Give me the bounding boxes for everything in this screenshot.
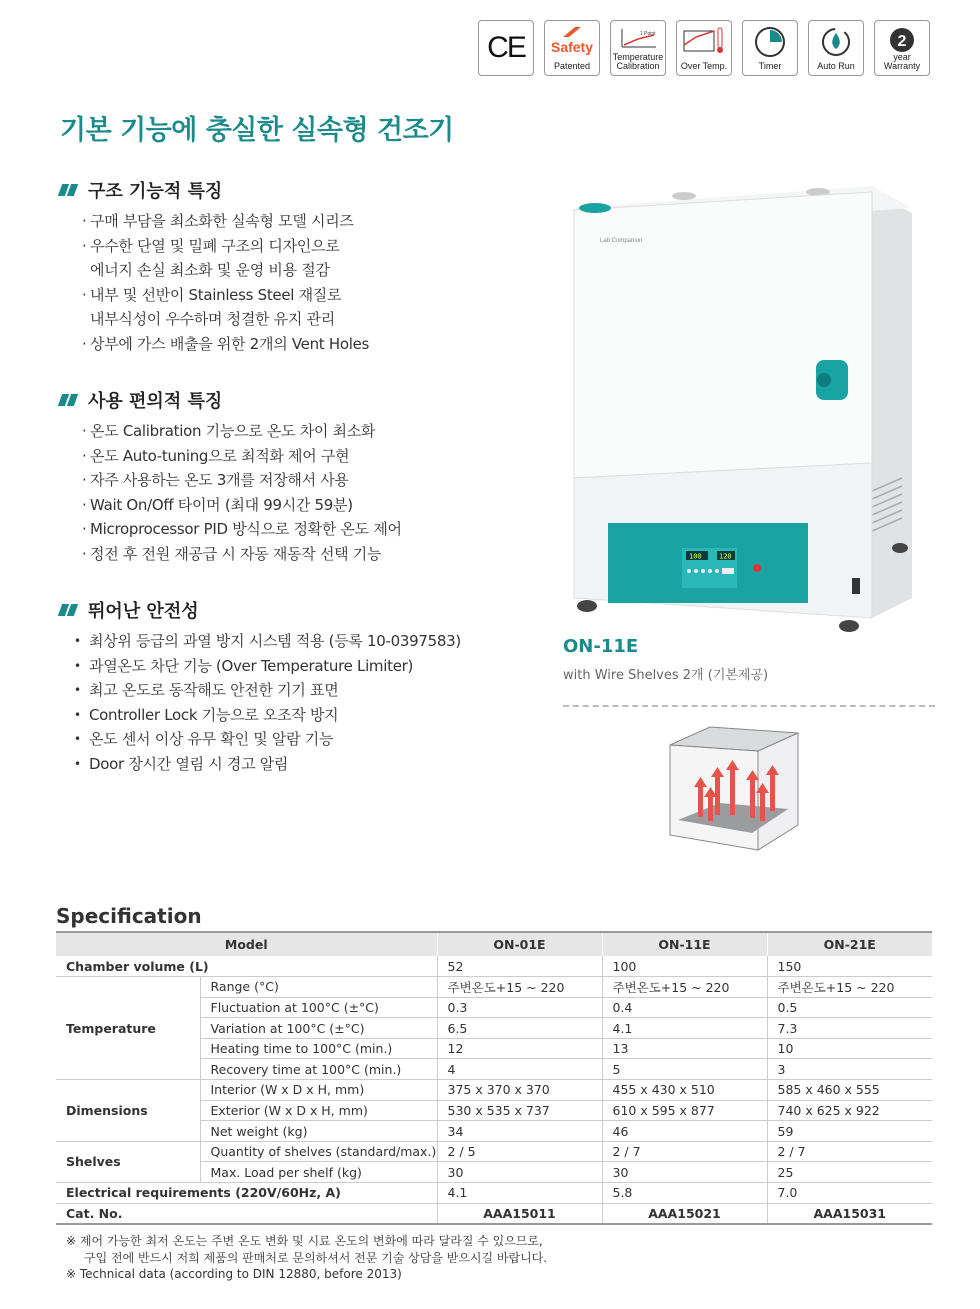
ce-mark-icon: CE [487,31,525,64]
list-item: · 상부에 가스 배출을 위한 2개의 Vent Holes [58,332,369,357]
specification-table [56,931,932,1225]
certification-badges [478,20,930,76]
list-item: • 최상위 등급의 과열 방지 시스템 적용 (등록 10-0397583) [58,629,461,654]
list-item: • 온도 센서 이상 유무 확인 및 알람 기능 [58,727,461,752]
table-row: Shelves Quantity of shelves (standard/max.) 2 / 5 2 / 7 2 / 7 [56,1141,932,1162]
list-item: · 온도 Auto-tuning으로 최적화 제어 구현 [58,444,402,469]
ce-mark-badge [478,20,534,76]
table-row: Max. Load per shelf (kg) 30 30 25 [56,1162,932,1183]
column-header: ON-01E [437,932,602,956]
footnotes [66,1233,547,1283]
table-row: Fluctuation at 100°C (±°C) 0.3 0.4 0.5 [56,997,932,1018]
safety-swoosh-icon [557,25,587,39]
calibration-graph-icon [616,25,660,51]
spec-section-title: Specification [56,904,202,928]
footnote: ※ Technical data (according to DIN 12880, before 2013) [66,1267,402,1281]
list-item: · 온도 Calibration 기능으로 온도 차이 최소화 [58,419,402,444]
page-title: 기본 기능에 충실한 실속형 건조기 [60,115,454,146]
warranty-badge: 2 year Warranty [874,20,930,76]
table-row: Chamber volume (L) 52 100 150 [56,956,932,977]
list-item: · 내부 및 선반이 Stainless Steel 재질로 [58,283,369,308]
drying-oven-image [562,178,932,638]
table-row: Recovery time at 100°C (min.) 4 5 3 [56,1059,932,1080]
safety-patented-badge: Safety Patented [544,20,600,76]
section-bullet-icon [58,393,78,407]
section-heading: 사용 편의적 특징 [88,391,223,412]
timer-icon [753,25,787,59]
table-row: Dimensions Interior (W x D x H, mm) 375 x 370 x 370 455 x 430 x 510 585 x 460 x 555 [56,1080,932,1101]
list-item: · Microprocessor PID 방식으로 정확한 온도 제어 [58,517,402,542]
product-model-name: ON-11E [563,636,639,657]
list-item: • Controller Lock 기능으로 오조작 방지 [58,703,461,728]
table-row: Temperature Range (°C) 주변온도+15 ~ 220 주변온도+15 ~ 220 주변온도+15 ~ 220 [56,977,932,998]
list-item: • 최고 온도로 동작해도 안전한 기기 표면 [58,678,461,703]
list-item: 내부식성이 우수하며 청결한 유지 관리 [90,310,335,329]
structure-features-section [58,177,369,357]
list-item: · 자주 사용하는 온도 3개를 저장해서 사용 [58,468,402,493]
temperature-calibration-badge: 1 Point Temperature Calibration [610,20,666,76]
footnote: ※ 제어 가능한 최저 온도는 주변 온도 변화 및 시료 온도의 변화에 따라 달라질 수 있으므로, [66,1234,543,1248]
list-item: · 정전 후 전원 재공급 시 자동 재동작 선택 기능 [58,542,402,567]
brand-label: Lab Companion [600,238,643,244]
table-row: Heating time to 100°C (min.) 12 13 10 [56,1038,932,1059]
column-header: ON-11E [602,932,767,956]
product-subtitle: with Wire Shelves 2개 (기본제공) [563,668,769,683]
table-row: Cat. No. AAA15011 AAA15021 AAA15031 [56,1203,932,1224]
over-temperature-icon [681,25,727,55]
section-heading: 구조 기능적 특징 [88,181,223,202]
dashed-divider [563,705,935,707]
table-row: Exterior (W x D x H, mm) 530 x 535 x 737 610 x 595 x 877 740 x 625 x 922 [56,1100,932,1121]
list-item: • 과열온도 차단 기능 (Over Temperature Limiter) [58,654,461,679]
auto-run-badge: Auto Run [808,20,864,76]
column-header: Model [56,932,437,956]
safety-features-section [58,597,461,777]
list-item: · 구매 부담을 최소화한 실속형 모델 시리즈 [58,209,369,234]
column-header: ON-21E [767,932,932,956]
list-item: • Door 장시간 열림 시 경고 알림 [58,752,461,777]
display-current-temp: 100 [689,552,702,561]
table-row: Net weight (kg) 34 46 59 [56,1121,932,1142]
convenience-features-section [58,387,402,567]
table-row: Electrical requirements (220V/60Hz, A) 4.1 5.8 7.0 [56,1183,932,1204]
list-item: · 우수한 단열 및 밀폐 구조의 디자인으로 [58,234,369,259]
chamber-airflow-illustration [660,725,805,855]
list-item: 에너지 손실 최소화 및 운영 비용 절감 [90,261,330,280]
auto-run-icon [819,25,853,59]
svg-text:1 Point: 1 Point [640,31,656,37]
warranty-icon [887,25,917,55]
display-set-temp: 120 [719,552,732,561]
table-header-row [56,932,932,956]
section-bullet-icon [58,183,78,197]
timer-badge: Timer [742,20,798,76]
table-row: Variation at 100°C (±°C) 6.5 4.1 7.3 [56,1018,932,1039]
list-item: · Wait On/Off 타이머 (최대 99시간 59분) [58,493,402,518]
over-temp-badge: Over Temp. [676,20,732,76]
svg-text:2: 2 [897,33,907,50]
section-heading: 뛰어난 안전성 [88,601,199,622]
footnote: 구입 전에 반드시 저희 제품의 판매처로 문의하셔서 전문 기술 상담을 받으시길 바랍니다. [84,1250,548,1265]
section-bullet-icon [58,603,78,617]
